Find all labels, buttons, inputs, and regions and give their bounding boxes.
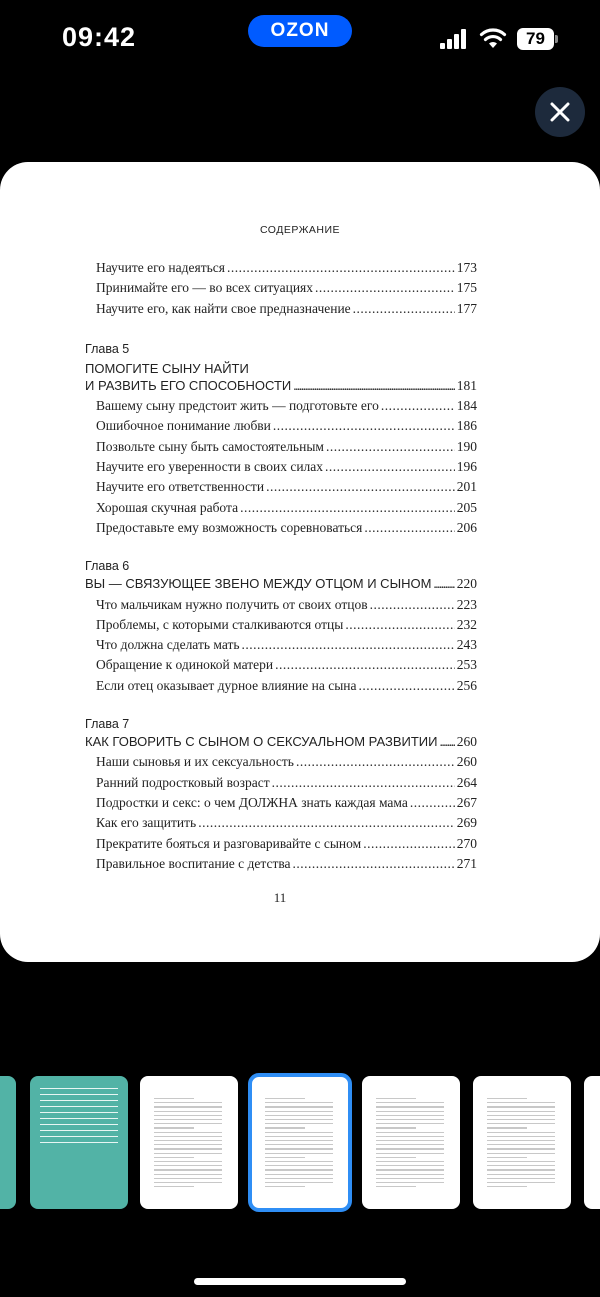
toc-entry-page: 260 bbox=[456, 734, 477, 750]
ozon-app-badge[interactable]: OZON bbox=[248, 15, 352, 47]
toc-entry-title: Подростки и секс: о чем ДОЛЖНА знать каждая мама bbox=[96, 794, 408, 810]
toc-entry-title: Позвольте сыну быть самостоятельным bbox=[96, 438, 324, 454]
toc-entry[interactable] bbox=[85, 418, 477, 438]
toc-entry[interactable] bbox=[85, 439, 477, 459]
toc-entry[interactable] bbox=[85, 398, 477, 418]
toc-leader-dots bbox=[293, 379, 454, 393]
toc-entry-title: Прекратите бояться и разговаривайте с сыном bbox=[96, 835, 362, 851]
toc-leader-dots bbox=[325, 460, 455, 474]
toc-entry-title: ВЫ — СВЯЗУЮЩЕЕ ЗВЕНО МЕЖДУ ОТЦОМ И СЫНОМ bbox=[85, 576, 432, 592]
toc-entry-page: 205 bbox=[456, 499, 477, 515]
toc-entry-page: 260 bbox=[456, 754, 477, 770]
toc-entry-page: 267 bbox=[456, 794, 477, 810]
toc-leader-dots bbox=[315, 281, 455, 295]
toc-leader-dots bbox=[439, 735, 454, 749]
toc-entry-title: Проблемы, с которыми сталкиваются отцы bbox=[96, 616, 344, 632]
toc-entry-title: Научите его надеяться bbox=[96, 260, 225, 275]
battery-icon bbox=[517, 28, 559, 50]
toc-entry-title: Если отец оказывает дурное влияние на сына bbox=[96, 677, 357, 693]
toc-leader-dots bbox=[364, 521, 454, 535]
toc-leader-dots bbox=[433, 577, 454, 591]
toc-entry-title: И РАЗВИТЬ ЕГО СПОСОБНОСТИ bbox=[85, 377, 292, 393]
toc-entry[interactable] bbox=[85, 479, 477, 499]
toc-leader-dots bbox=[410, 796, 455, 810]
toc-entry[interactable] bbox=[85, 754, 477, 774]
toc-leader-dots bbox=[266, 480, 455, 494]
toc-entry[interactable] bbox=[85, 520, 477, 540]
toc-entry-title: Принимайте его — во всех ситуациях bbox=[96, 280, 314, 296]
toc-entry-page: 181 bbox=[456, 377, 477, 393]
toc-entry[interactable] bbox=[85, 617, 477, 637]
contents-page-3-thumb[interactable] bbox=[362, 1076, 460, 1209]
chapter-label: Глава 7 bbox=[85, 717, 130, 732]
toc-entry-page: 201 bbox=[456, 479, 477, 495]
toc-entry-page: 232 bbox=[456, 616, 477, 632]
toc-entry-page: 243 bbox=[456, 637, 477, 653]
toc-entry-page: 186 bbox=[456, 418, 477, 434]
toc-leader-dots bbox=[272, 776, 455, 790]
toc-entry-page: 270 bbox=[456, 835, 477, 851]
toc-entry[interactable] bbox=[85, 657, 477, 677]
battery-level: 79 bbox=[517, 28, 554, 50]
toc-leader-dots bbox=[326, 440, 455, 454]
toc-entry[interactable] bbox=[85, 795, 477, 815]
toc-leader-dots bbox=[275, 658, 455, 672]
page-thumbnail-strip[interactable] bbox=[0, 1076, 600, 1210]
toc-entry-page: 184 bbox=[456, 398, 477, 414]
contents-page-2-thumb[interactable] bbox=[251, 1076, 349, 1209]
close-icon bbox=[550, 102, 570, 122]
toc-entry-title: Как его защитить bbox=[96, 815, 197, 831]
close-button[interactable] bbox=[535, 87, 585, 137]
toc-entry-title: Научите его уверенности в своих силах bbox=[96, 459, 324, 475]
toc-entry-page: 256 bbox=[456, 677, 477, 693]
page-number: 11 bbox=[273, 890, 287, 905]
toc-entry[interactable] bbox=[85, 500, 477, 520]
toc-leader-dots bbox=[363, 837, 455, 851]
intro-page-thumb[interactable] bbox=[473, 1076, 571, 1209]
chapter-label: Глава 5 bbox=[85, 341, 130, 356]
toc-entry[interactable] bbox=[85, 597, 477, 617]
toc-entry-title: Вашему сыну предстоит жить — подготовьте его bbox=[96, 398, 379, 414]
toc-entry-page: 196 bbox=[456, 459, 477, 475]
toc-leader-dots bbox=[353, 302, 455, 316]
chapter-title: ПОМОГИТЕ СЫНУ НАЙТИ bbox=[85, 360, 249, 376]
home-indicator[interactable] bbox=[194, 1278, 406, 1285]
toc-entry-title: Ранний подростковый возраст bbox=[96, 774, 270, 790]
toc-entry-title: Обращение к одинокой матери bbox=[96, 657, 274, 673]
toc-entry[interactable] bbox=[85, 637, 477, 657]
book-page-viewer[interactable] bbox=[0, 162, 600, 962]
toc-entry[interactable] bbox=[85, 301, 477, 321]
toc-entry-page: 264 bbox=[456, 774, 477, 790]
toc-entry-title: Что мальчикам нужно получить от своих отцов bbox=[96, 596, 368, 612]
toc-entry-page: 177 bbox=[456, 300, 477, 316]
toc-entry-title: КАК ГОВОРИТЬ С СЫНОМ О СЕКСУАЛЬНОМ РАЗВИТИИ bbox=[85, 734, 438, 750]
cover-front-thumb[interactable] bbox=[0, 1076, 16, 1209]
toc-entry[interactable] bbox=[85, 836, 477, 856]
toc-entry[interactable] bbox=[85, 459, 477, 479]
toc-leader-dots bbox=[296, 755, 455, 769]
toc-entry-page: 223 bbox=[456, 596, 477, 612]
toc-entry-page: 175 bbox=[456, 280, 477, 296]
toc-leader-dots bbox=[345, 618, 454, 632]
toc-leader-dots bbox=[227, 261, 455, 275]
toc-entry[interactable] bbox=[85, 260, 477, 280]
chapter-label: Глава 6 bbox=[85, 559, 130, 574]
toc-leader-dots bbox=[293, 857, 455, 871]
wifi-icon bbox=[479, 27, 507, 49]
contents-page-1-thumb[interactable] bbox=[140, 1076, 238, 1209]
toc-leader-dots bbox=[240, 501, 455, 515]
toc-entry-title: Научите его, как найти свое предназначение bbox=[96, 300, 351, 316]
toc-entry[interactable] bbox=[85, 280, 477, 300]
chapter-title-entry[interactable] bbox=[85, 734, 477, 754]
toc-entry-title: Правильное воспитание с детства bbox=[96, 855, 291, 871]
toc-entry-title: Наши сыновья и их сексуальность bbox=[96, 754, 294, 770]
toc-entry-page: 220 bbox=[456, 576, 477, 592]
toc-leader-dots bbox=[198, 816, 455, 830]
toc-entry-title: Ошибочное понимание любви bbox=[96, 418, 271, 434]
toc-entry-page: 269 bbox=[456, 815, 477, 831]
toc-entry-page: 253 bbox=[456, 657, 477, 673]
toc-entry[interactable] bbox=[85, 678, 477, 698]
chapter-title-entry[interactable] bbox=[85, 576, 477, 596]
toc-entry-page: 173 bbox=[456, 260, 477, 275]
status-bar bbox=[0, 0, 600, 80]
toc-leader-dots bbox=[273, 419, 455, 433]
toc-leader-dots bbox=[381, 399, 455, 413]
toc-entry[interactable] bbox=[85, 856, 477, 876]
toc-leader-dots bbox=[359, 679, 455, 693]
toc-entry-title: Хорошая скучная работа bbox=[96, 499, 239, 515]
toc-leader-dots bbox=[370, 598, 455, 612]
toc-entry-title: Научите его ответственности bbox=[96, 479, 265, 495]
toc-entry-page: 190 bbox=[456, 438, 477, 454]
next-page-thumb[interactable] bbox=[584, 1076, 600, 1209]
toc-entry-page: 206 bbox=[456, 519, 477, 535]
table-of-contents bbox=[85, 260, 477, 876]
signal-icon bbox=[440, 29, 466, 49]
toc-entry-page: 271 bbox=[456, 855, 477, 871]
toc-entry-title: Что должна сделать мать bbox=[96, 637, 240, 653]
clock: 09:42 bbox=[62, 22, 137, 52]
toc-leader-dots bbox=[242, 638, 455, 652]
page-heading: СОДЕРЖАНИЕ bbox=[259, 224, 341, 236]
toc-entry-title: Предоставьте ему возможность соревноваться bbox=[96, 519, 363, 535]
toc-entry[interactable] bbox=[85, 815, 477, 835]
chapter-title-entry[interactable] bbox=[85, 378, 477, 398]
cover-back-thumb[interactable] bbox=[30, 1076, 128, 1209]
toc-entry[interactable] bbox=[85, 775, 477, 795]
